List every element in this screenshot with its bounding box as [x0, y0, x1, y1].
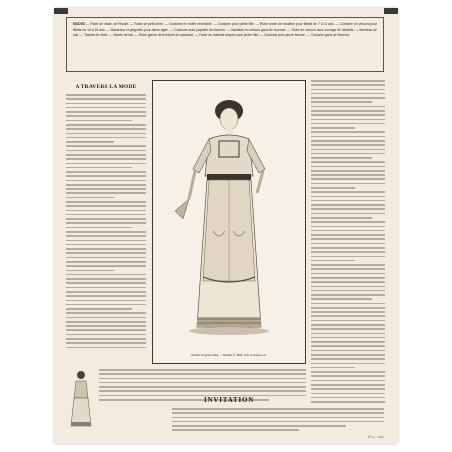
illustration-caption: Modèle de grand dîner. ... Modèle n° 3064. Voir au dessus, etc.: [191, 353, 267, 357]
magazine-page: [54, 8, 398, 444]
invitation-body: [172, 408, 384, 434]
corner-tab-right: [384, 8, 398, 14]
left-column: [66, 76, 146, 368]
fashion-illustration: [153, 81, 305, 363]
article-body: [66, 94, 146, 348]
corner-tab-left: [54, 8, 68, 14]
article-heading: A TRAVERS LA MODE: [75, 84, 137, 90]
contents-lead: MODES: [73, 22, 86, 26]
page-footer: N° 4 — 1911: [367, 435, 384, 439]
contents-text: — Robe de visite, de Rivolet. — Robe de petit dîner. — Costume en étoffe réversible. — Costume pour petite fille. — Robe ornée de broderie pour fillette de 7 à 11 ans. — Costume en velours pour fillette de 14 à 16 ans. — Manteaux et peignoirs pour dame âgée. — Costume avec jaquette de fourrure. — Manteau en velours garni de fourrure. — Robe en velours avec corsage de dentelle. — Manteau de soir. — Toilette de dîner. — Bérets de bal. — Robe garnie de broderie de soutache. — Robe de matinée drapée pour jeune fille. — Costume pour jeune femme. — Costume garni de fourrure.: [73, 22, 377, 38]
right-column-body: [311, 80, 385, 403]
invitation-heading: INVITATION: [204, 396, 255, 404]
fashion-illustration-frame: [152, 80, 306, 364]
contents-box: [66, 17, 384, 72]
right-column: [311, 76, 385, 394]
small-dress-illustration: [68, 368, 94, 432]
